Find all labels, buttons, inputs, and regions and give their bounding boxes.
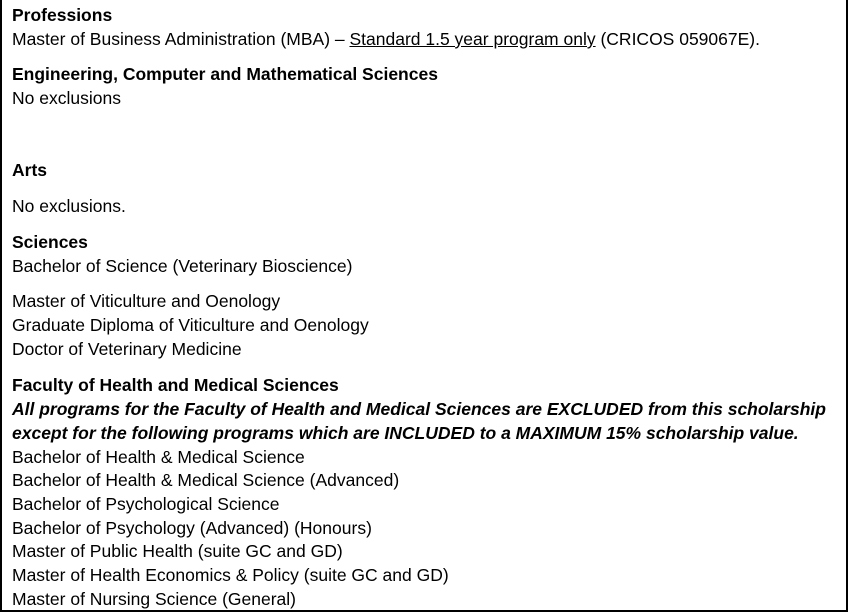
sciences-item: Graduate Diploma of Viticulture and Oenology — [12, 315, 369, 335]
sciences-item: Bachelor of Science (Veterinary Bioscience) — [12, 256, 353, 276]
health-item: Master of Nursing Science (General) — [12, 589, 296, 609]
health-note-line: except for the following programs which are INCLUDED to a MAXIMUM 15% scholarship value. — [12, 423, 799, 443]
sciences-item: Master of Viticulture and Oenology — [12, 291, 281, 311]
health-note-line: All programs for the Faculty of Health and Medical Sciences are EXCLUDED from this scholarship — [12, 399, 826, 419]
sciences-item: Doctor of Veterinary Medicine — [12, 339, 242, 359]
health-item: Bachelor of Psychology (Advanced) (Honours) — [12, 518, 372, 538]
health-item: Bachelor of Psychological Science — [12, 494, 280, 514]
health-item: Bachelor of Health & Medical Science (Advanced) — [12, 470, 400, 490]
health-heading: Faculty of Health and Medical Sciences — [12, 375, 339, 395]
professions-heading: Professions — [12, 5, 113, 25]
health-item: Master of Public Health (suite GC and GD) — [12, 541, 343, 561]
engineering-heading: Engineering, Computer and Mathematical Sciences — [12, 64, 438, 84]
health-item: Master of Health Economics & Policy (suite GC and GD) — [12, 565, 449, 585]
mba-suffix: (CRICOS 059067E). — [595, 29, 760, 49]
health-item: Bachelor of Health & Medical Science — [12, 447, 305, 467]
arts-text: No exclusions. — [12, 196, 126, 216]
mba-prefix: Master of Business Administration (MBA) – — [12, 29, 350, 49]
arts-heading: Arts — [12, 160, 48, 180]
engineering-text: No exclusions — [12, 88, 121, 108]
mba-underlined-text: Standard 1.5 year program only — [349, 29, 596, 49]
sciences-heading: Sciences — [12, 232, 88, 252]
mba-line — [12, 28, 760, 50]
